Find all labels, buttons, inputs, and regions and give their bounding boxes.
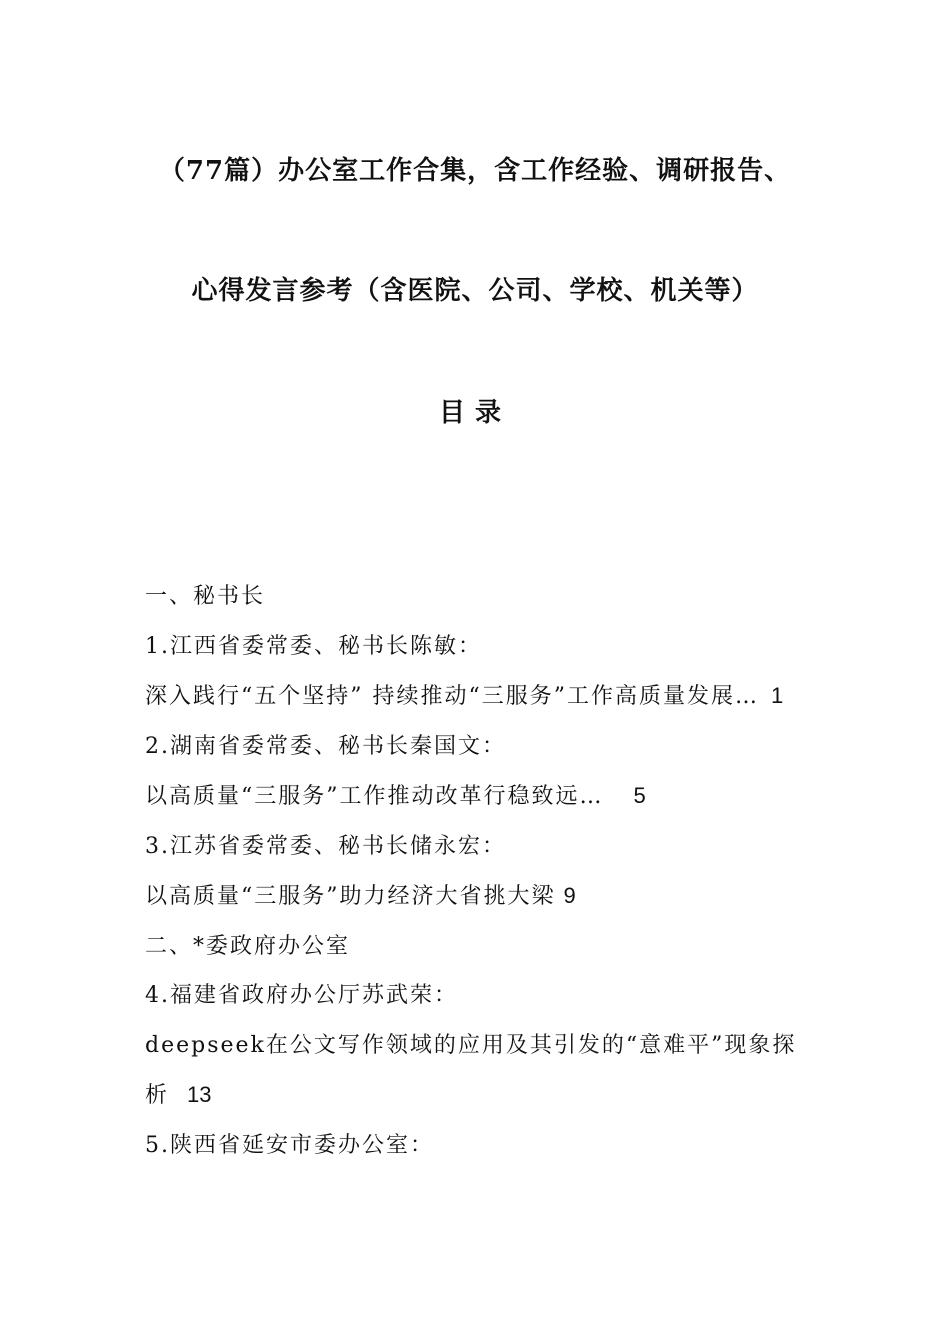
toc-entry-author: 5.陕西省延安市委办公室： (145, 1132, 434, 1158)
toc-entry-author: 3.江苏省委常委、秘书长储永宏： (145, 833, 506, 859)
toc-entry-title: 深入践行“五个坚持” 持续推动“三服务”工作高质量发展… (145, 684, 759, 709)
toc-entry (145, 1021, 815, 1121)
toc-entry-author: 1.江西省委常委、秘书长陈敏： (145, 633, 482, 659)
toc-entry (145, 671, 815, 722)
toc-entry (145, 871, 815, 922)
toc-entry (145, 771, 815, 822)
toc-entry-title: deepseek在公文写作领域的应用及其引发的“意难平”现象探析 (145, 1032, 797, 1108)
toc-heading: 目录 (438, 398, 511, 428)
toc-entry-title: 以高质量“三服务”工作推动改革行稳致远… (145, 784, 604, 809)
toc-page-number: 9 (563, 883, 576, 908)
toc-entry-author: 2.湖南省委常委、秘书长秦国文： (145, 733, 506, 759)
document-title-line-1: （77篇）办公室工作合集，含工作经验、调研报告、 (158, 156, 792, 186)
toc-entry-author: 4.福建省政府办公厅苏武荣： (145, 983, 458, 1008)
toc-page-number: 13 (187, 1082, 212, 1107)
toc-page-number: 1 (770, 683, 784, 708)
toc-section-heading: 二、*委政府办公室 (145, 933, 351, 959)
toc-page-number: 5 (633, 783, 646, 808)
document-title-line-2: 心得发言参考（含医院、公司、学校、机关等） (191, 276, 759, 306)
toc-entry-title: 以高质量“三服务”助力经济大省挑大梁 (145, 884, 556, 909)
toc-section-heading: 一、秘书长 (145, 584, 266, 609)
table-of-contents (145, 572, 815, 1170)
